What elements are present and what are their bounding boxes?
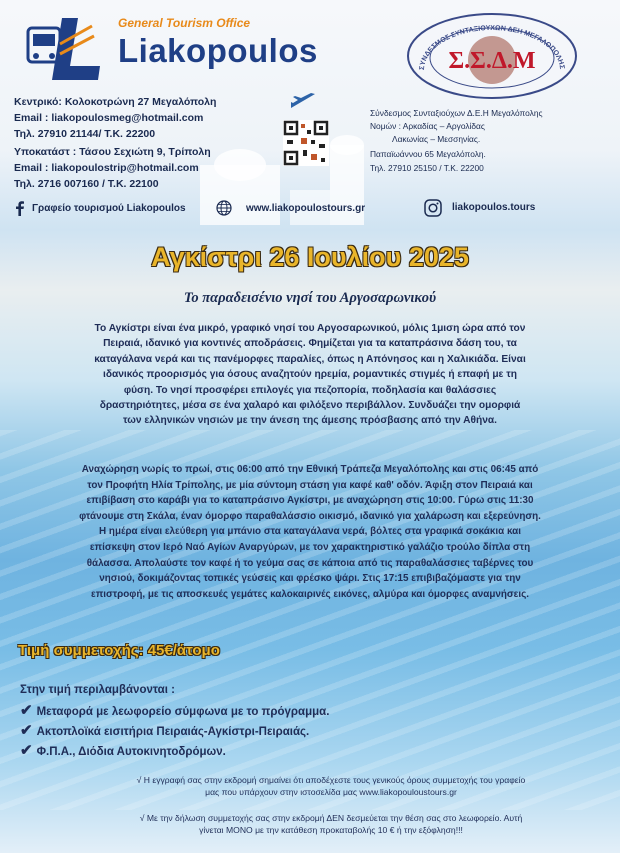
includes-item	[20, 701, 329, 719]
intro-line: καταγάλανα νερά και τις πανέμορφες παραλίες, όπως η Απόνησος και η Χαλικιάδα. Είναι	[94, 353, 526, 365]
terms-note	[60, 774, 602, 798]
company-tagline: General Tourism Office	[118, 16, 251, 30]
includes-item	[20, 741, 226, 759]
intro-line: των ελληνικών νησιών με την άνεση της άμεσης πρόσβασης από την Αθήνα.	[123, 415, 497, 427]
website-link[interactable]: www.liakopoulostours.gr	[246, 203, 366, 214]
main-office-email: Email : liakopoulosmeg@hotmail.com	[14, 112, 204, 124]
program-line: νησιού, δοκιμάζοντας τοπικές γεύσεις και φρέσκο ψάρι. Στις 17:15 επιβιβαζόμαστε για την	[99, 573, 521, 585]
note-line: √ Η εγγραφή σας στην εκδρομή σημαίνει ότι αποδέχεστε τους γενικούς όρους συμμετοχής του γραφείο	[136, 775, 526, 785]
intro-paragraph	[18, 321, 602, 429]
union-prefectures-1: Νομών : Αρκαδίας – Αργολίδας	[370, 121, 485, 131]
intro-line: ιδανικός προορισμός για όσους αναζητούν ηρεμία, ρομαντικές στιγμές ή επαφή με τη	[103, 369, 517, 381]
deposit-note	[60, 812, 602, 836]
program-line: θάλασσα. Απολαύστε τον καφέ ή το γεύμα σας σε κάποια από τις παραθαλάσσιες ταβέρνες του	[86, 557, 534, 569]
main-office-phone: Τηλ. 27910 21144/ Τ.Κ. 22200	[14, 128, 156, 140]
program-line: επιστροφή, με τις αποσκευές γεμάτες καλοκαιρινές εικόνες, αλμύρα και όμορφες αναμνήσεις.	[91, 588, 529, 600]
price-heading: Τιμή συμμετοχής: 45€/άτομο	[18, 642, 220, 659]
intro-line: φύση. Το νησί προσφέρει επιλογές για πεζοπορία, ποδηλασία και θαλάσσιες	[123, 384, 497, 396]
note-line: √ Με την δήλωση συμμετοχής σας στην εκδρομή ΔΕΝ δεσμεύεται την θέση σας στο λεωφορείο. Αυτή	[139, 813, 523, 823]
checkmark-icon: ✔	[20, 742, 33, 759]
airplane-icon	[289, 90, 317, 112]
company-logo-icon	[22, 14, 102, 84]
program-line: τον Προφήτη Ηλία Τρίπολης, με μία σύντομη στάση για καφέ καθ' οδόν. Άφιξη στον Πειραιά και	[87, 479, 533, 491]
intro-line: δραστηριότητες, μέσα σε ένα χαλαρό και φιλόξενο περιβάλλον. Συνδυάζει την ομορφιά	[99, 400, 521, 412]
checkmark-icon: ✔	[20, 702, 33, 719]
program-line: φτάνουμε στη Σκάλα, έναν όμορφο παραθαλάσσιο οικισμό, ιδανικό για χαλάρωση και εξερεύνηση.	[79, 510, 541, 522]
qr-code-icon	[283, 120, 329, 166]
seal-ring-text: ΣΥΝΔΕΣΜΟΣ ΣΥΝΤΑΞΙΟΥΧΩΝ ΔΕΗ ΜΕΓΑΛΟΠΟΛΗΣ	[418, 24, 566, 71]
note-line: μας που υπάρχουν στην ιστοσελίδα μας www.liakopouloustours.gr	[205, 787, 457, 797]
intro-line: Το Αγκίστρι είναι ένα μικρό, γραφικό νησί του Αργοσαρωνικού, μόλις 1μιση ώρα από τον	[94, 323, 526, 334]
union-address: Παπαϊωάννου 65 Μεγαλόπολη.	[370, 149, 486, 159]
globe-icon	[216, 200, 232, 216]
program-paragraph	[18, 462, 602, 602]
union-prefectures-2: Λακωνίας – Μεσσηνίας.	[392, 134, 481, 144]
includes-heading: Στην τιμή περιλαμβάνονται :	[20, 684, 175, 696]
program-line: Αναχώρηση νωρίς το πρωί, στις 06:00 από την Εθνική Τράπεζα Μεγαλόπολης και στις 06:45 από	[81, 464, 539, 475]
checkmark-icon: ✔	[20, 722, 33, 739]
includes-item-label: Ακτοπλοϊκά εισιτήρια Πειραιάς-Αγκίστρι-Πειραιάς.	[36, 726, 310, 738]
trip-title: Αγκίστρι 26 Ιουλίου 2025	[151, 242, 469, 272]
branch-office-email: Email : liakopoulostrip@hotmail.com	[14, 162, 199, 174]
intro-line: Πειραιά, ιδανικό για κοντινές αποδράσεις. Φημίζεται για τα καταπράσινα δάση του, τα	[103, 338, 517, 350]
seal-letters: Σ.Σ.Δ.Μ	[448, 48, 536, 74]
company-brand-name: Liakopoulos	[118, 32, 318, 69]
facebook-link[interactable]: Γραφείο τουρισμού Liakopoulos	[32, 203, 186, 214]
branch-office-address: Υποκατάστ : Τάσου Σεχιώτη 9, Τρίπολη	[14, 146, 211, 158]
union-name: Σύνδεσμος Συνταξιούχων Δ.Ε.Η Μεγαλόπολης	[370, 108, 543, 118]
trip-subtitle: Το παραδεισένιο νησί του Αργοσαρωνικού	[183, 290, 437, 306]
includes-item-label: Μεταφορά με λεωφορείο σύμφωνα με το πρόγραμμα.	[36, 706, 330, 718]
includes-item-label: Φ.Π.Α., Διόδια Αυτοκινητοδρόμων.	[36, 746, 226, 758]
note-line: γίνεται ΜΟΝΟ με την κατάθεση προκαταβολής 10 € ή την εξόφληση!!!	[199, 825, 463, 835]
union-phone: Τηλ. 27910 25150 / Τ.Κ. 22200	[370, 163, 484, 173]
main-office-address: Κεντρικό: Κολοκοτρώνη 27 Μεγαλόπολη	[14, 96, 217, 108]
facebook-icon[interactable]	[12, 200, 28, 216]
instagram-icon[interactable]	[424, 199, 442, 217]
includes-item	[20, 721, 309, 739]
union-seal-logo	[404, 10, 580, 100]
program-line: επιβίβαση στο καράβι για το καταπράσινο Αγκίστρι, με αναχώρηση στις 10:00. Γύρω στις 11:30	[86, 495, 534, 507]
instagram-link[interactable]: liakopoulos.tours	[452, 202, 536, 213]
program-line: Η ημέρα είναι ελεύθερη για μπάνιο στα καταγάλανα νερά, βόλτες στα γραφικά σοκάκια και	[99, 526, 521, 538]
program-line: επίσκεψη στον Ιερό Ναό Αγίων Αναργύρων, με τον χαρακτηριστικό γαλάζιο τρούλο δίπλα στη	[89, 541, 531, 553]
branch-office-phone: Τηλ. 2716 007160 / Τ.Κ. 22100	[14, 178, 159, 190]
